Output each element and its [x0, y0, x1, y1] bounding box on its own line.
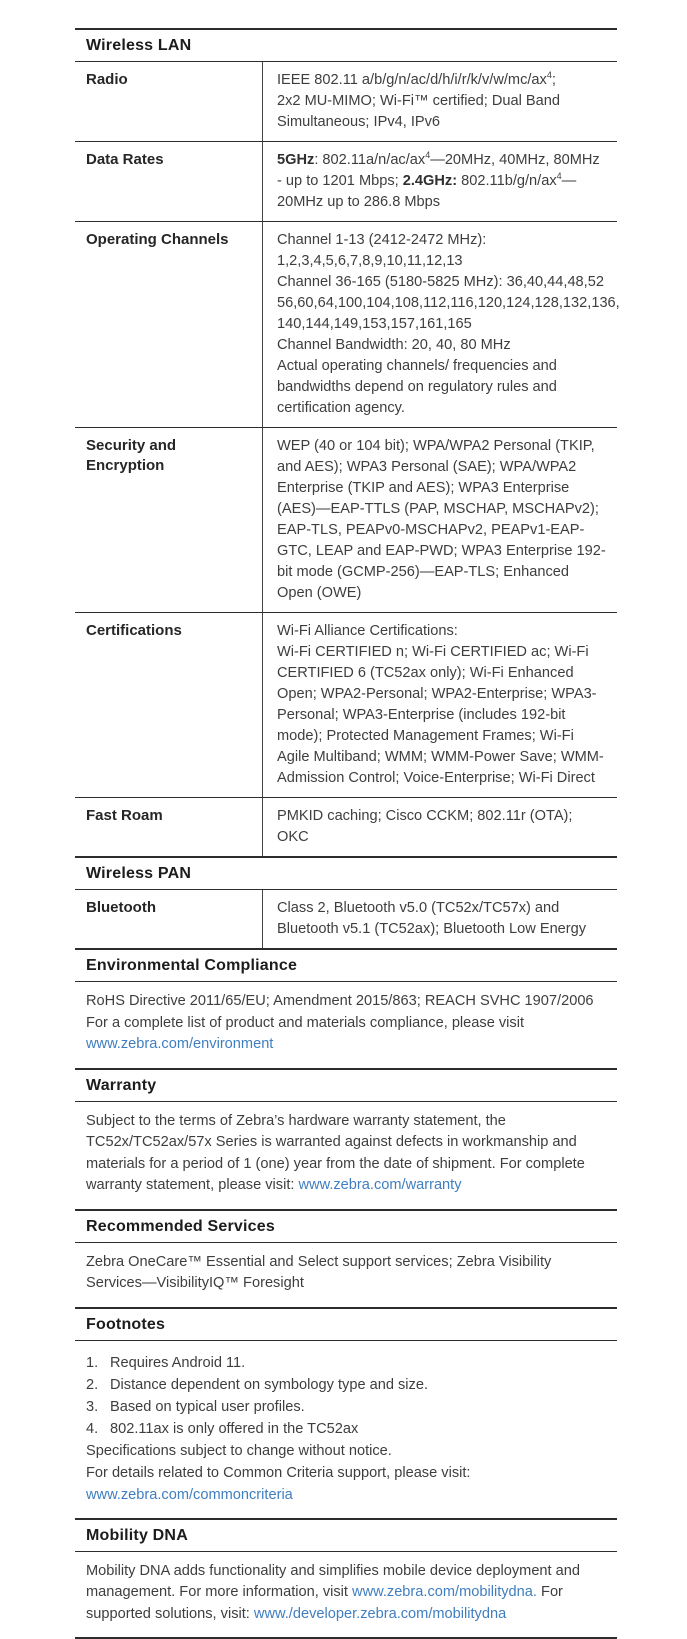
text-segment: Channel Bandwidth: 20, 40, 80 MHz: [277, 337, 511, 353]
text-segment: ;: [552, 72, 556, 88]
table-row: [75, 612, 617, 797]
footnote-number: 2.: [86, 1374, 110, 1396]
table-row: [75, 797, 617, 856]
text-segment: Specifications subject to change without notice.: [86, 1443, 392, 1459]
text-segment: 2x2 MU-MIMO; Wi-Fi™ certified; Dual Band Simultaneous; IPv4, IPv6: [277, 93, 560, 130]
spec-value: [262, 890, 617, 948]
spec-label: Operating Channels: [75, 222, 262, 427]
spec-value: [262, 222, 629, 427]
footnote-item: [86, 1352, 606, 1374]
text-segment: —20MHz up to 286.8 Mbps: [277, 173, 576, 210]
spec-value: [262, 613, 617, 797]
footnote-ref-superscript: 4: [557, 171, 562, 181]
text-segment: —20MHz, 40MHz, 80MHz - up to 1201 Mbps;: [277, 152, 600, 189]
spec-table: [75, 890, 617, 948]
footnote-text: Based on typical user profiles.: [110, 1396, 305, 1418]
text-segment: 802.11b/g/n/ax: [457, 173, 557, 189]
footnote-number: 1.: [86, 1352, 110, 1374]
link[interactable]: www.zebra.com/mobilitydna.: [352, 1584, 537, 1600]
link[interactable]: www.zebra.com/environment: [86, 1036, 273, 1052]
table-row: [75, 890, 617, 948]
spec-value: [262, 798, 617, 856]
section-body: [75, 982, 617, 1068]
section-mobility-dna: [75, 1518, 617, 1639]
section-paragraph: [86, 991, 606, 1056]
section-recommended-services: [75, 1209, 617, 1307]
text-segment: Subject to the terms of Zebra’s hardware warranty statement, the TC52x/TC52ax/57x Series is warranted against defects in workmanship and materials for a period of 1 (one) year from the date of shipment. For complete warranty statement, please visit:: [86, 1113, 585, 1194]
text-segment: 140,144,149,153,157,161,165: [277, 316, 472, 332]
footnote-number: 3.: [86, 1396, 110, 1418]
section-body: [75, 1102, 617, 1209]
text-segment: WEP (40 or 104 bit); WPA/WPA2 Personal (TKIP, and AES); WPA3 Personal (SAE); WPA/WPA2 Enterprise (TKIP and AES); WPA3 Enterprise (AES)—EAP-TTLS (PAP, MSCHAP, MSCHAPv2); EAP-TLS, PEAPv0-MSCHAPv2, PEAPv1-EAP-GTC, LEAP and EAP-PWD; WPA3 Enterprise 192-bit mode (GCMP-256)—EAP-TLS; Enhanced Open (OWE): [277, 438, 606, 601]
link[interactable]: www.zebra.com/commoncriteria: [86, 1487, 293, 1503]
spec-label: Certifications: [75, 613, 262, 797]
footnote-ref-superscript: 4: [425, 150, 430, 160]
footnote-number: 4.: [86, 1418, 110, 1440]
section-title: Mobility DNA: [75, 1520, 617, 1552]
text-segment: 56,60,64,100,104,108,112,116,120,124,128,132,136,: [277, 295, 620, 311]
text-segment: Class 2, Bluetooth v5.0 (TC52x/TC57x) and Bluetooth v5.1 (TC52ax); Bluetooth Low Energy: [277, 900, 586, 937]
footnote-text: Distance dependent on symbology type and size.: [110, 1374, 428, 1396]
section-title: Environmental Compliance: [75, 950, 617, 982]
footnote-item: [86, 1396, 606, 1418]
text-segment: For a complete list of product and materials compliance, please visit: [86, 1015, 524, 1031]
spec-label: Security and Encryption: [75, 428, 262, 612]
text-segment: 5GHz: [277, 152, 314, 168]
section-body: [75, 1552, 617, 1638]
spec-label: Data Rates: [75, 142, 262, 221]
text-segment: 2.4GHz:: [403, 173, 457, 189]
spec-value: [262, 62, 617, 141]
section-paragraph: [86, 1111, 606, 1197]
spec-value: [262, 142, 617, 221]
spec-label: Radio: [75, 62, 262, 141]
section-title: Wireless PAN: [75, 858, 617, 890]
link[interactable]: www.zebra.com/warranty: [299, 1177, 462, 1193]
footnote-text: 802.11ax is only offered in the TC52ax: [110, 1418, 358, 1440]
section-environmental-compliance: [75, 948, 617, 1068]
section-title: Footnotes: [75, 1309, 617, 1341]
section-wireless-pan: [75, 856, 617, 948]
text-segment: Zebra OneCare™ Essential and Select support services; Zebra Visibility Services—VisibilityIQ™ Foresight: [86, 1254, 551, 1292]
text-segment: Channel 1-13 (2412-2472 MHz):: [277, 232, 486, 248]
footnote-text: Requires Android 11.: [110, 1352, 245, 1374]
spec-value: [262, 428, 617, 612]
spec-label: Fast Roam: [75, 798, 262, 856]
section-wireless-lan: [75, 28, 617, 856]
footnote-notes: [86, 1440, 606, 1506]
text-segment: Mobility DNA adds functionality and simplifies mobile device deployment and management. For more information, visit: [86, 1563, 580, 1601]
text-segment: For details related to Common Criteria support, please visit:: [86, 1465, 470, 1481]
footnote-ref-superscript: 4: [547, 70, 552, 80]
section-warranty: [75, 1068, 617, 1209]
text-segment: Wi-Fi CERTIFIED n; Wi-Fi CERTIFIED ac; Wi-Fi CERTIFIED 6 (TC52ax only); Wi-Fi Enhanced Open; WPA2-Personal; WPA2-Enterprise; WPA3-Personal; WPA3-Enterprise (includes 192-bit mode); Protected Management Frames; Wi-Fi Agile Multiband; WMM; WMM-Power Save; WMM-Admission Control; Voice-Enterprise; Wi-Fi Direct: [277, 644, 604, 786]
section-paragraph: [86, 1252, 606, 1295]
text-segment: IEEE 802.11 a/b/g/n/ac/d/h/i/r/k/v/w/mc/ax: [277, 72, 547, 88]
text-segment: PMKID caching; Cisco CCKM; 802.11r (OTA); OKC: [277, 808, 572, 845]
spec-sheet-page: [75, 28, 617, 1639]
section-footnotes: [75, 1307, 617, 1518]
text-segment: Wi-Fi Alliance Certifications:: [277, 623, 458, 639]
section-body: [75, 1341, 617, 1518]
section-title: Recommended Services: [75, 1211, 617, 1243]
spec-label: Bluetooth: [75, 890, 262, 948]
table-row: [75, 141, 617, 221]
section-title: Wireless LAN: [75, 30, 617, 62]
footnote-item: [86, 1418, 606, 1440]
spec-table: [75, 62, 617, 856]
text-segment: : 802.11a/n/ac/ax: [314, 152, 425, 168]
section-title: Warranty: [75, 1070, 617, 1102]
table-row: [75, 62, 617, 141]
text-segment: RoHS Directive 2011/65/EU; Amendment 2015/863; REACH SVHC 1907/2006: [86, 993, 594, 1009]
section-paragraph: [86, 1561, 606, 1626]
link[interactable]: www./developer.zebra.com/mobilitydna: [254, 1606, 506, 1622]
text-segment: 1,2,3,4,5,6,7,8,9,10,11,12,13: [277, 253, 463, 269]
table-row: [75, 427, 617, 612]
section-body: [75, 1243, 617, 1307]
table-row: [75, 221, 617, 427]
text-segment: For supported solutions, visit:: [86, 1584, 563, 1622]
text-segment: Channel 36-165 (5180-5825 MHz): 36,40,44,48,52: [277, 274, 604, 290]
footnote-item: [86, 1374, 606, 1396]
text-segment: Actual operating channels/ frequencies and bandwidths depend on regulatory rules and certification agency.: [277, 358, 557, 416]
footnote-list: [86, 1352, 606, 1440]
